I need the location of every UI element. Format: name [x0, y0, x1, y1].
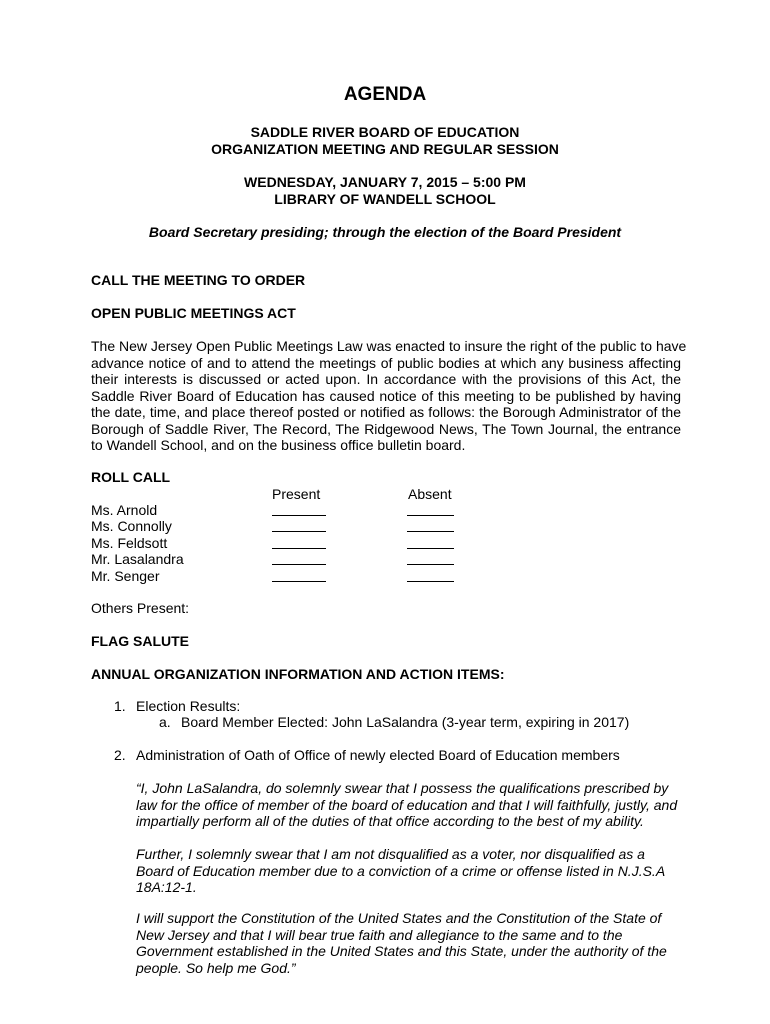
opma-heading: OPEN PUBLIC MEETINGS ACT	[91, 305, 296, 321]
meeting-date: WEDNESDAY, JANUARY 7, 2015 – 5:00 PM	[244, 174, 526, 190]
meeting-type: ORGANIZATION MEETING AND REGULAR SESSION	[211, 140, 559, 157]
roll-member-name: Mr. Lasalandra	[91, 551, 184, 567]
item-text: Election Results:	[136, 698, 241, 714]
absent-blank	[407, 531, 454, 532]
item-number: 2.	[114, 747, 126, 763]
paragraph-line: Borough of Saddle River, The Record, The Ridgewood News, The Town Journal, the entrance	[91, 420, 681, 437]
oath-line: “I, John LaSalandra, do solemnly swear that I possess the qualifications prescribed by	[136, 780, 669, 796]
present-blank	[272, 564, 326, 565]
board-name: SADDLE RIVER BOARD OF EDUCATION	[250, 124, 520, 140]
oath-line: New Jersey and that I will bear true faith and allegiance to the same and to the	[136, 926, 623, 943]
oath-paragraph-1	[136, 780, 681, 830]
present-blank	[272, 515, 326, 516]
meeting-location: LIBRARY OF WANDELL SCHOOL	[274, 190, 496, 207]
document-title: AGENDA	[343, 84, 427, 105]
present-blank	[272, 548, 326, 549]
paragraph-line: the date, time, and place thereof posted or notified as follows: the Borough Administrator of the	[91, 404, 681, 420]
oath-paragraph-2	[136, 846, 681, 896]
oath-line: I will support the Constitution of the United States and the Constitution of the State of	[136, 910, 662, 926]
roll-member-name: Ms. Feldsott	[91, 535, 168, 551]
roll-member-name: Ms. Connolly	[91, 518, 172, 534]
oath-line: 18A:12-1.	[136, 879, 197, 895]
meeting-details	[0, 174, 770, 207]
opma-paragraph	[91, 338, 687, 454]
present-blank	[272, 581, 326, 582]
item-number: 1.	[114, 698, 126, 714]
paragraph-line: Saddle River Board of Education has caused notice of this meeting to be published by having	[91, 387, 681, 404]
absent-blank	[407, 515, 454, 516]
paragraph-line: The New Jersey Open Public Meetings Law was enacted to insure the right of the public to have	[91, 338, 687, 354]
roll-call-heading: ROLL CALL	[91, 469, 171, 485]
absent-blank	[407, 581, 454, 582]
sub-item-letter: a.	[159, 714, 171, 730]
oath-line: Government established in the United States and this State, under the authority of the	[136, 943, 667, 959]
present-column-label: Present	[272, 486, 321, 502]
paragraph-line: to Wandell School, and on the business office bulletin board.	[91, 437, 466, 453]
flag-salute-heading: FLAG SALUTE	[91, 633, 189, 649]
paragraph-line: their interests is discussed or acted upon. In accordance with the provisions of this Act, the	[91, 371, 681, 387]
roll-member-name: Ms. Arnold	[91, 502, 158, 518]
sub-item-text: Board Member Elected: John LaSalandra (3-year term, expiring in 2017)	[181, 714, 630, 730]
oath-line: Board of Education member due to a conviction of a crime or offense listed in N.J.S.A	[136, 862, 666, 879]
absent-blank	[407, 564, 454, 565]
roll-member-name: Mr. Senger	[91, 568, 160, 584]
board-header	[0, 124, 770, 157]
call-to-order-heading: CALL THE MEETING TO ORDER	[91, 272, 306, 288]
oath-line: Further, I solemnly swear that I am not disqualified as a voter, nor disqualified as a	[136, 846, 645, 862]
item-text: Administration of Oath of Office of newly elected Board of Education members	[136, 747, 620, 763]
oath-line: people. So help me God.”	[136, 959, 296, 976]
present-blank	[272, 531, 326, 532]
absent-blank	[407, 548, 454, 549]
paragraph-line: advance notice of and to attend the meetings of public bodies at which any business affecting	[91, 354, 681, 371]
oath-line: law for the office of member of the board of education and that I will faithfully, justly, and	[136, 796, 678, 813]
presiding-note: Board Secretary presiding; through the election of the Board President	[148, 224, 622, 240]
absent-column-label: Absent	[408, 486, 452, 502]
oath-paragraph-3	[136, 910, 681, 976]
annual-org-heading: ANNUAL ORGANIZATION INFORMATION AND ACTION ITEMS:	[91, 666, 505, 682]
others-present-label: Others Present:	[91, 600, 190, 616]
oath-line: impartially perform all of the duties of that office according to the best of my ability.	[136, 813, 644, 829]
